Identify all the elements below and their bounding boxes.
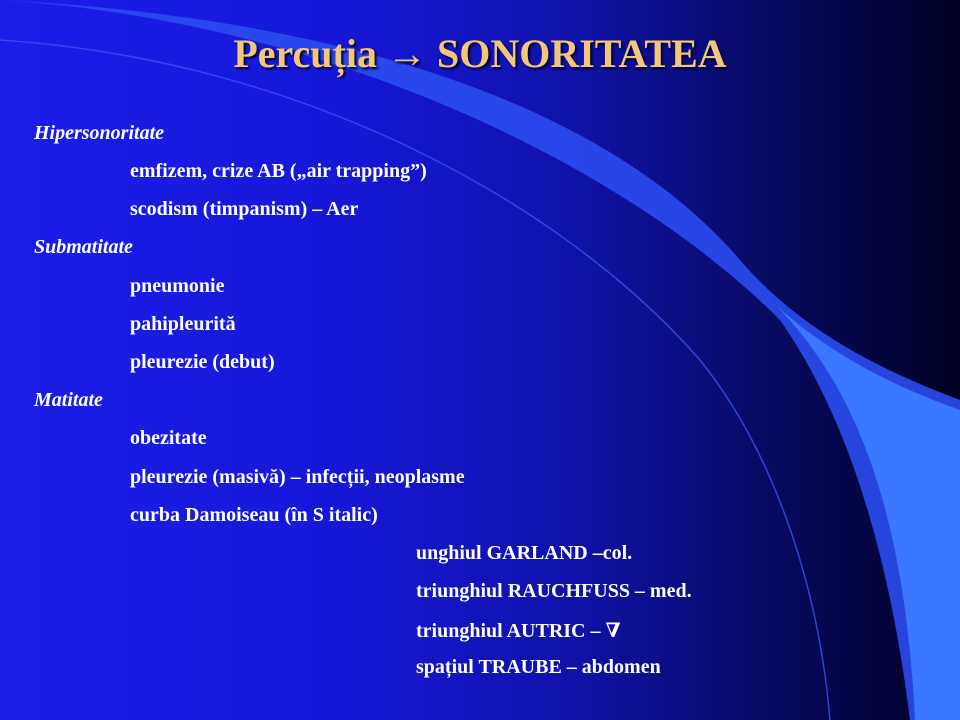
list-item: pleurezie (debut) — [130, 351, 275, 373]
sub-list-item: spațiul TRAUBE – abdomen — [416, 656, 661, 678]
list-item: obezitate — [130, 427, 207, 449]
list-item: pahipleurită — [130, 313, 236, 335]
section-heading-matitate: Matitate — [34, 389, 103, 411]
list-item: curba Damoiseau (în S italic) — [130, 504, 378, 526]
sub-list-item: unghiul GARLAND –col. — [416, 542, 633, 564]
sub-list-item: triunghiul RAUCHFUSS – med. — [416, 580, 692, 602]
list-item: emfizem, crize AB („air trapping”) — [130, 160, 427, 182]
sub-list-item: triunghiul AUTRIC – ∇ — [416, 620, 621, 642]
list-item: scodism (timpanism) – Aer — [130, 198, 359, 220]
list-item: pleurezie (masivă) – infecții, neoplasme — [130, 466, 465, 488]
section-heading-hipersonoritate: Hipersonoritate — [34, 122, 165, 144]
slide-title: Percuția → SONORITATEA — [233, 31, 727, 76]
section-heading-submatitate: Submatitate — [34, 236, 133, 258]
list-item: pneumonie — [130, 275, 225, 297]
background-swoosh-bright — [760, 290, 960, 720]
